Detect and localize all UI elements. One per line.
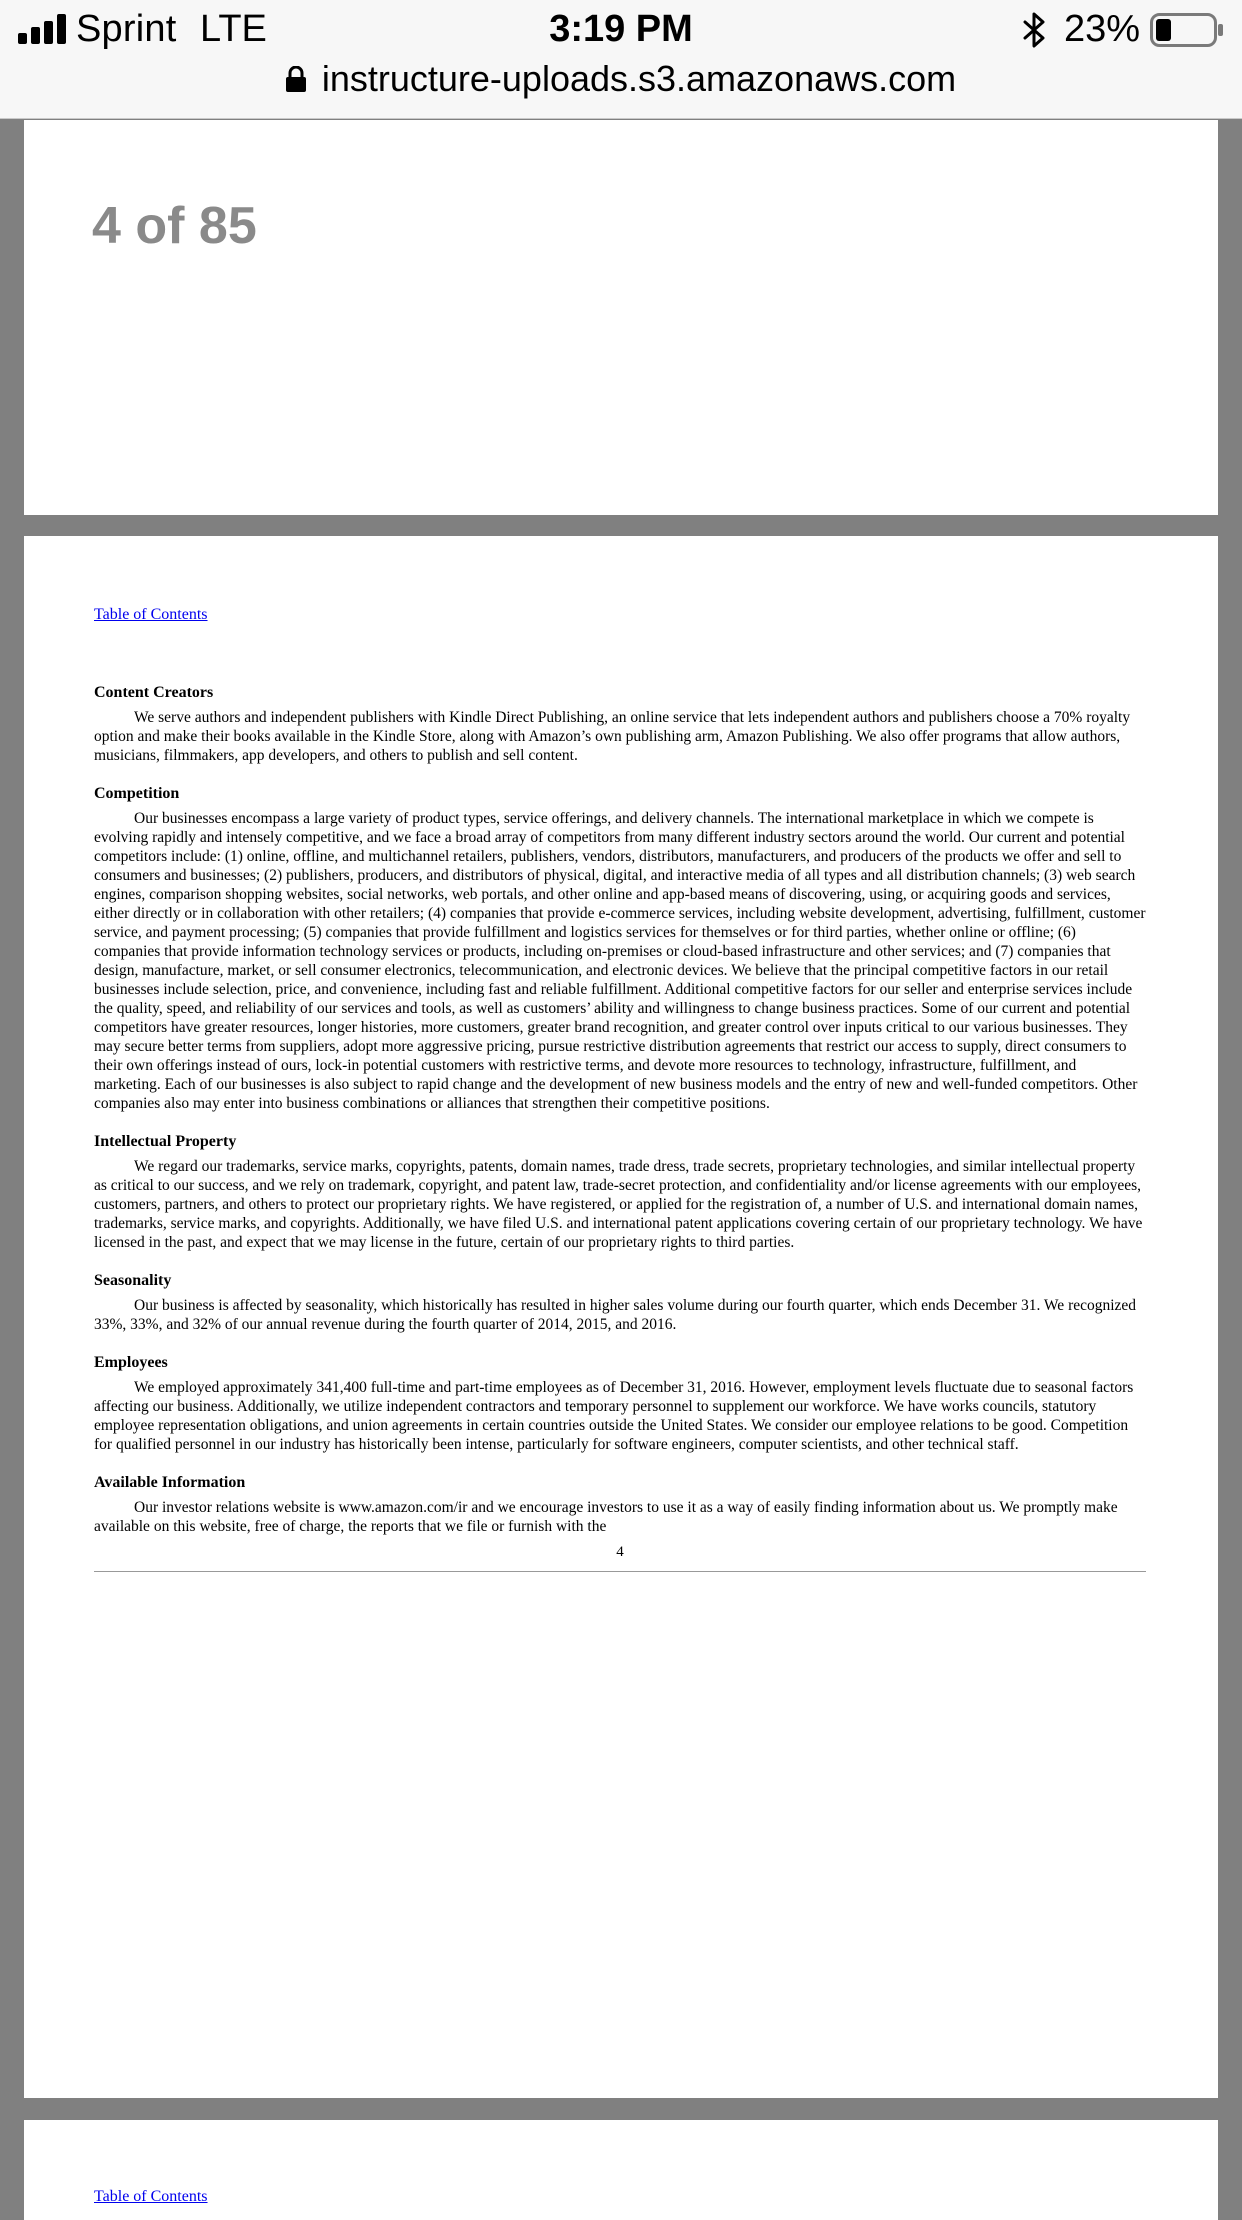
- section-heading: Intellectual Property: [94, 1133, 237, 1150]
- status-time: 3:19 PM: [549, 8, 693, 50]
- lock-icon: [286, 66, 306, 92]
- section-intellectual-property: [94, 1133, 1146, 1252]
- carrier-name: Sprint: [76, 8, 177, 50]
- page-footer-rule: [94, 1571, 1146, 1572]
- section-heading: Content Creators: [94, 684, 214, 701]
- section-body: Our business is affected by seasonality, which historically has resulted in higher sales volume during our fourth quarter, which ends December 31. We recognized 33%, 33%, and 32% of our annual revenue during the fourth quarter of 2014, 2015, and 2016.: [94, 1297, 1137, 1333]
- section-seasonality: [94, 1272, 1146, 1334]
- section-body: We serve authors and independent publishers with Kindle Direct Publishing, an online service that lets independent authors and publishers choose a 70% royalty option and make their books available in the Kindle Store, along with Amazon’s own publishing arm, Amazon Publishing. We also offer programs that allow authors, musicians, filmmakers, app developers, and others to publish and sell content.: [94, 709, 1131, 764]
- table-of-contents-link[interactable]: Table of Contents: [94, 2188, 208, 2205]
- browser-header: [0, 0, 1242, 119]
- pdf-page-next: [24, 2120, 1218, 2220]
- page-content: [94, 2188, 1146, 2206]
- section-competition: [94, 785, 1146, 1113]
- page-number: 4: [616, 1544, 624, 1560]
- section-heading: Seasonality: [94, 1272, 172, 1289]
- address-bar[interactable]: [0, 58, 1242, 114]
- table-of-contents-link[interactable]: Table of Contents: [94, 606, 208, 623]
- battery-icon: [1150, 13, 1224, 47]
- section-heading: Competition: [94, 785, 180, 802]
- section-body: We employed approximately 341,400 full-time and part-time employees as of December 31, 2016. However, employment levels fluctuate due to seasonal factors affecting our business. Additionally, we utilize independent contractors and temporary personnel to supplement our workforce. We have works councils, statutory employee representation obligations, and union agreements in certain countries outside the United States. We consider our employee relations to be good. Competition for qualified personnel in our industry has historically been intense, particularly for software engineers, computer scientists, and other technical staff.: [94, 1379, 1134, 1453]
- page-counter: 4 of 85: [92, 197, 257, 255]
- status-bar: [0, 0, 1242, 60]
- section-content-creators: [94, 684, 1146, 765]
- section-heading: Employees: [94, 1354, 168, 1371]
- section-available-information: [94, 1474, 1146, 1536]
- pdf-page-current: [24, 536, 1218, 2098]
- section-heading: Available Information: [94, 1474, 246, 1491]
- section-body: Our businesses encompass a large variety of product types, service offerings, and delivery channels. The international marketplace in which we compete is evolving rapidly and intensely competitive, and we face a broad array of competitors from many different industry sectors around the world. Our current and potential competitors include: (1) online, offline, and multichannel retailers, publishers, vendors, distributors, manufacturers, and producers of the products we offer and sell to consumers and businesses; (2) publishers, producers, and distributors of physical, digital, and interactive media of all types and all distribution channels; (3) web search engines, comparison shopping websites, social networks, web portals, and other online and app-based means of discovering, using, or acquiring goods and services, either directly or in collaboration with other retailers; (4) companies that provide e-commerce services, including website development, advertising, fulfillment, customer service, and payment processing; (5) companies that provide fulfillment and logistics services for themselves or for third parties, whether online or offline; (6) companies that provide information technology services or products, including on-premises or cloud-based infrastructure and other services; and (7) companies that design, manufacture, market, or sell consumer electronics, telecommunication, and electronic devices. We believe that the principal competitive factors in our retail businesses include selection, price, and convenience, including fast and reliable fulfillment. Additional competitive factors for our seller and enterprise services include the quality, speed, and reliability of our services and tools, as well as customers’ ability and willingness to change business practices. Some of our current and potential competitors have greater resources, longer histories, more customers, greater brand recognition, and greater control over inputs critical to our various businesses. They may secure better terms from suppliers, adopt more aggressive pricing, pursue restrictive distribution agreements that restrict our access to supply, direct consumers to their own offerings instead of ours, lock-in potential customers with restrictive terms, and devote more resources to technology, infrastructure, fulfillment, and marketing. Each of our businesses is also subject to rapid change and the development of new business models and the entry of new and well-funded competitors. Other companies also may enter into business combinations or alliances that strengthen their competitive positions.: [94, 810, 1146, 1112]
- bluetooth-icon: [1022, 12, 1048, 48]
- pdf-page-previous: [24, 120, 1218, 515]
- section-body: Our investor relations website is www.amazon.com/ir and we encourage investors to use it as a way of easily finding information about us. We promptly make available on this website, free of charge, the reports that we file or furnish with the: [94, 1499, 1118, 1535]
- network-type: LTE: [200, 8, 267, 50]
- section-employees: [94, 1354, 1146, 1454]
- section-body: We regard our trademarks, service marks, copyrights, patents, domain names, trade dress, trade secrets, proprietary technologies, and similar intellectual property as critical to our success, and we rely on trademark, copyright, and patent law, trade-secret protection, and confidentiality and/or license agreements with our employees, customers, partners, and others to protect our proprietary rights. We have registered, or applied for the registration of, a number of U.S. and international domain names, trademarks, service marks, and copyrights. Additionally, we have filed U.S. and international patent applications covering certain of our proprietary technology. We have licensed in the past, and expect that we may license in the future, certain of our proprietary rights to third parties.: [94, 1158, 1143, 1251]
- url-text: instructure-uploads.s3.amazonaws.com: [321, 58, 957, 99]
- battery-percent: 23%: [1064, 8, 1141, 50]
- page-content: [94, 606, 1146, 1572]
